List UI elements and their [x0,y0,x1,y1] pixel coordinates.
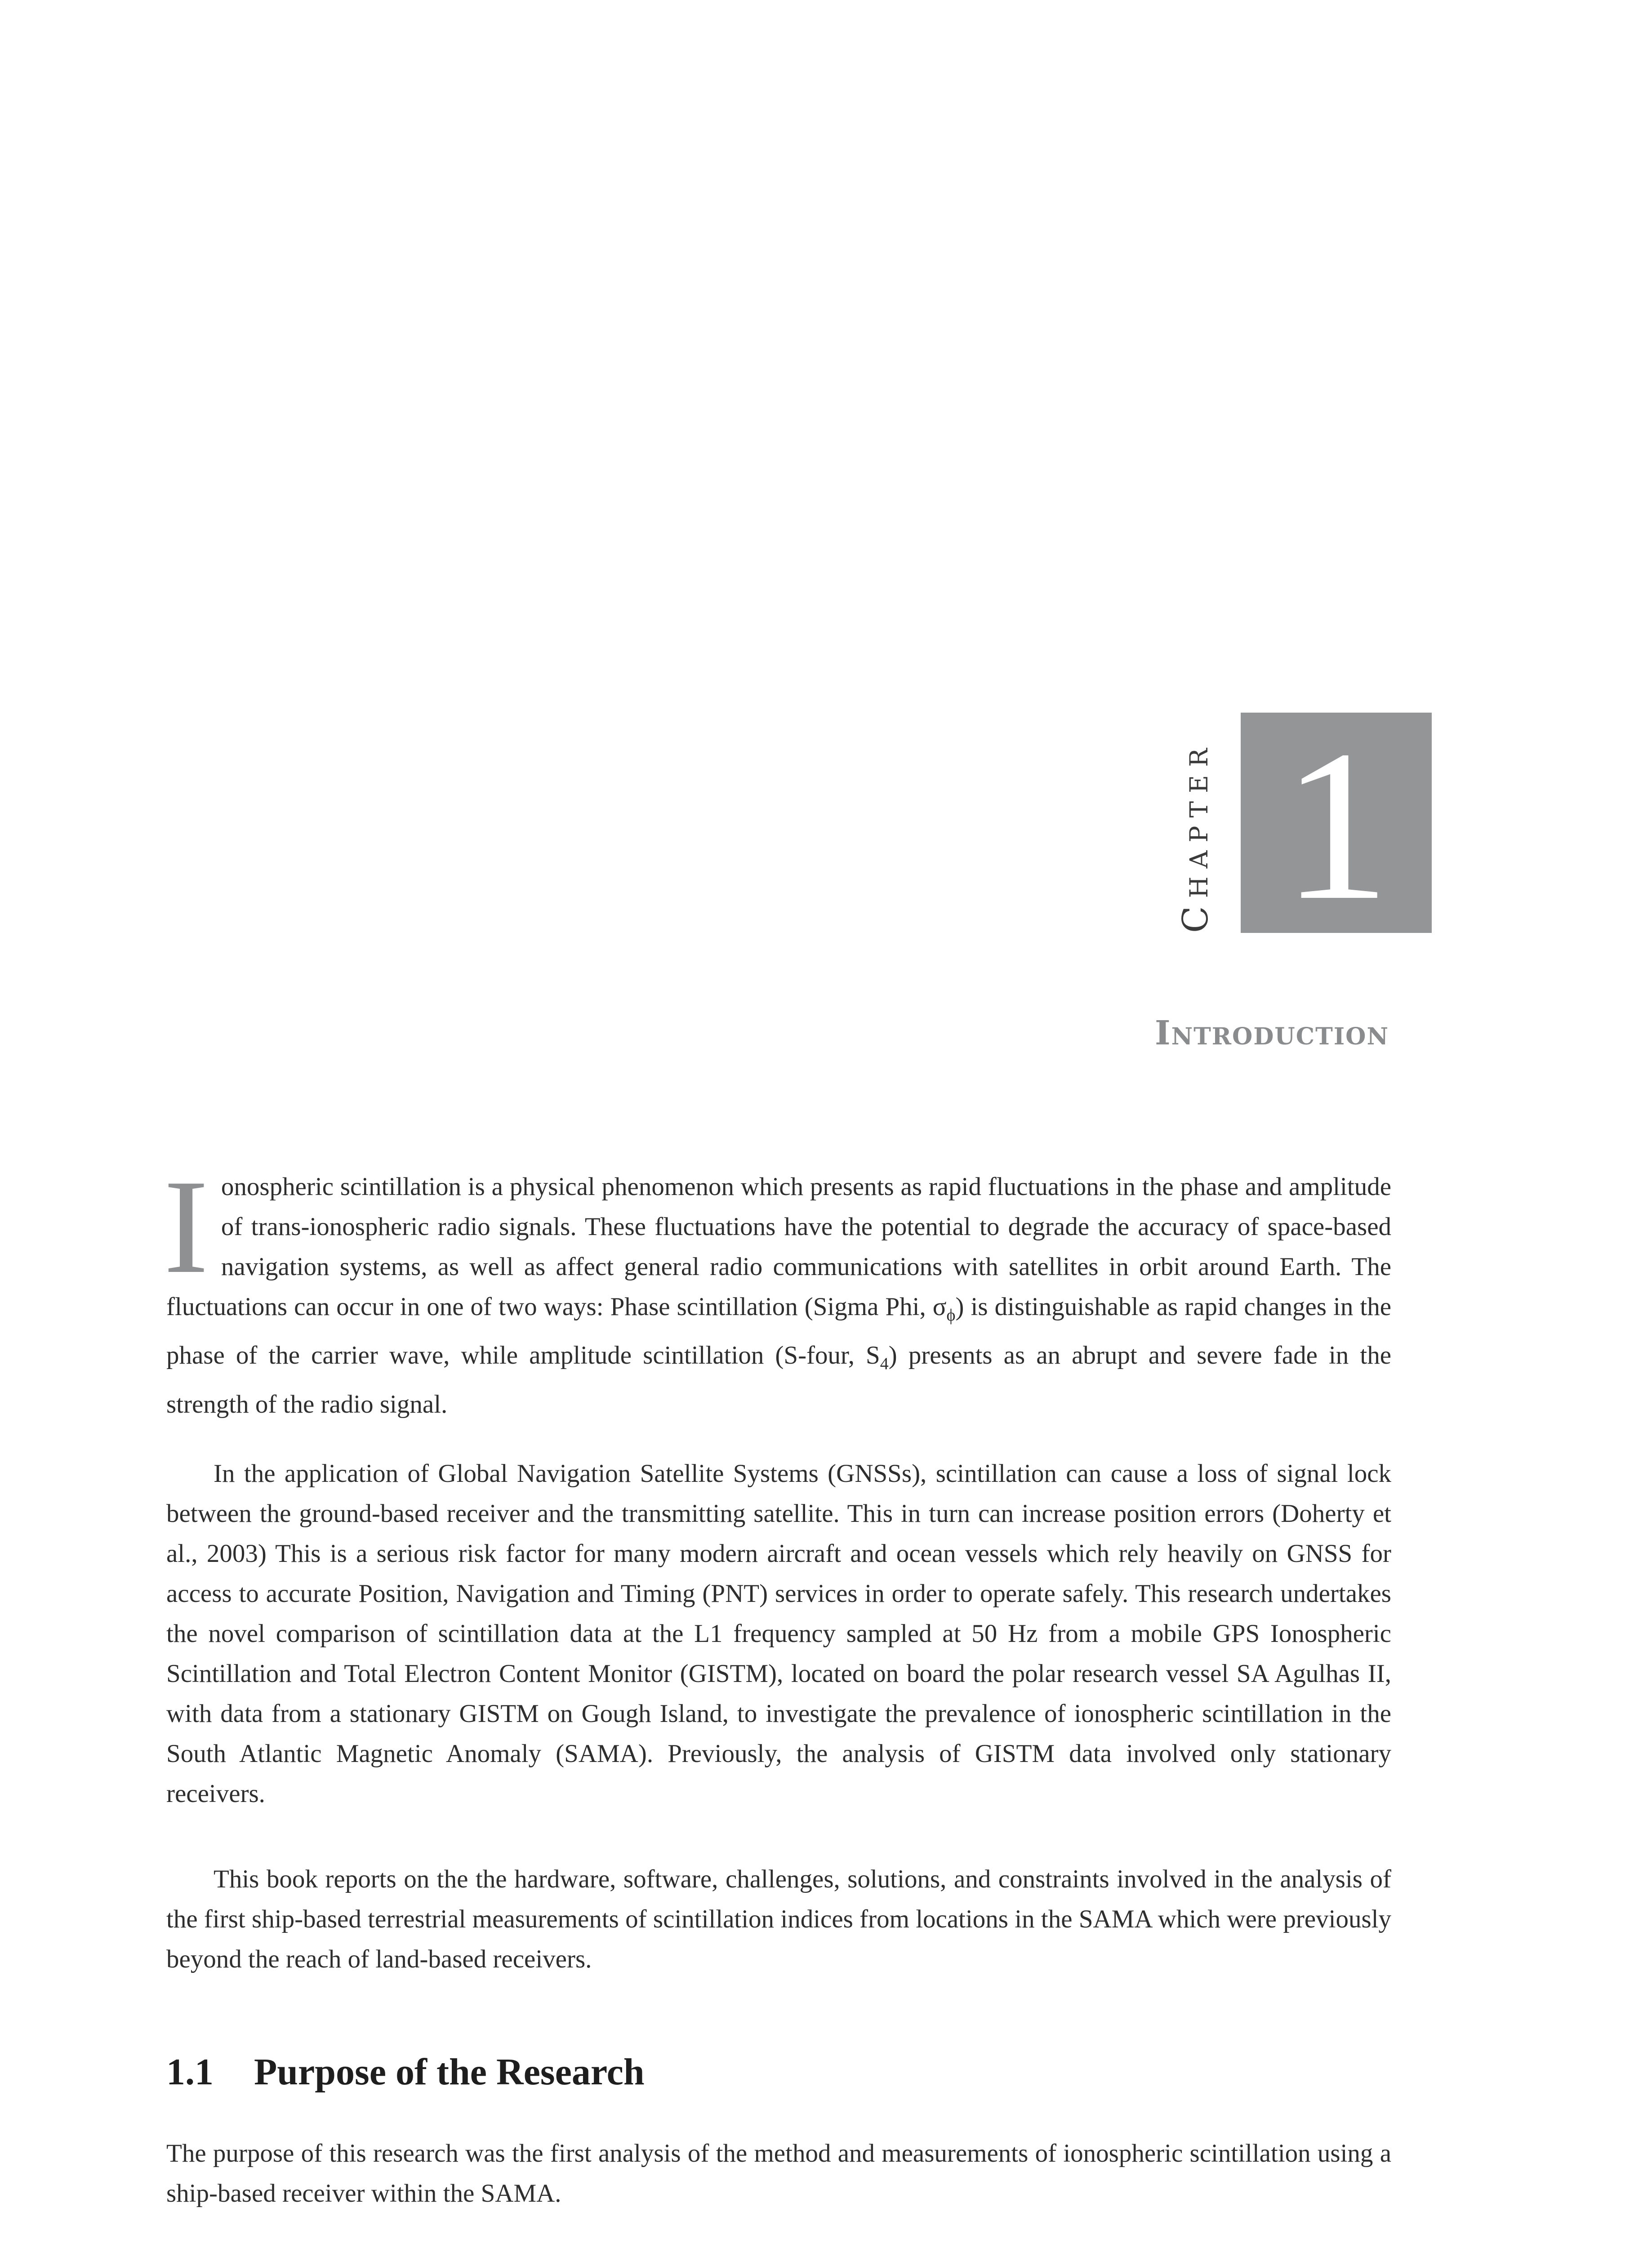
s4-subscript: 4 [880,1354,889,1374]
paragraph-intro [164,1152,1392,1424]
chapter-label: Chapter [1176,740,1216,933]
paragraph-gnss: In the application of Global Navigation Satellite Systems (GNSSs), scintillation can cause a loss of signal lock between the ground-based receiver and the transmitting satellite. This in turn can increase position errors (Doherty et al., 2003) This is a serious risk factor for many modern aircraft and ocean vessels which rely heavily on GNSS for access to accurate Position, Navigation and Timing (PNT) services in order to operate safely. This research undertakes the novel comparison of scintillation data at the L1 frequency sampled at 50 Hz from a mobile GPS Ionospheric Scintillation and Total Electron Content Monitor (GISTM), located on board the polar research vessel SA Agulhas II, with data from a stationary GISTM on Gough Island, to investigate the prevalence of ionospheric scintillation in the South Atlantic Magnetic Anomaly (SAMA). Previously, the analysis of GISTM data involved only stationary receivers. [166,1459,1391,1808]
paragraph-purpose: The purpose of this research was the first analysis of the method and measurements of ionospheric scintillation using a ship-based receiver within the SAMA. [166,2139,1391,2208]
drop-cap: I [164,1152,209,1301]
paragraph-text: ) is distinguishable as rapid changes in the phase of the carrier wave, while amplitude scintillation (S-four, S [166,1293,1392,1370]
section-heading [166,2050,645,2094]
section-number: 1.1 [166,2051,214,2093]
paragraph-book-report: This book reports on the the hardware, software, challenges, solutions, and constraints involved in the analysis of the first ship-based terrestrial measurements of scintillation indices from locations in the SAMA which were previously beyond the reach of land-based receivers. [166,1865,1391,1973]
section-title: Purpose of the Research [254,2051,645,2093]
chapter-number: 1 [1282,705,1390,945]
paragraph-text: onospheric scintillation is a physical phenomenon which presents as rapid fluctuations in the phase and amplitude of trans-ionospheric radio signals. These fluctuations have the potential to degrade the accuracy of space-based navigation systems, as well as affect general radio communications with satellites in orbit around Earth. The fluctuations can occur in one of two ways: Phase scintillation (Sigma Phi, σ [166,1173,1391,1321]
chapter-title: Introduction [1154,1014,1389,1053]
paragraph-text: ) presents as an abrupt and severe fade in the strength of the radio signal. [166,1341,1391,1418]
sigma-subscript: ϕ [946,1306,956,1325]
chapter-number-box [1241,705,1432,945]
